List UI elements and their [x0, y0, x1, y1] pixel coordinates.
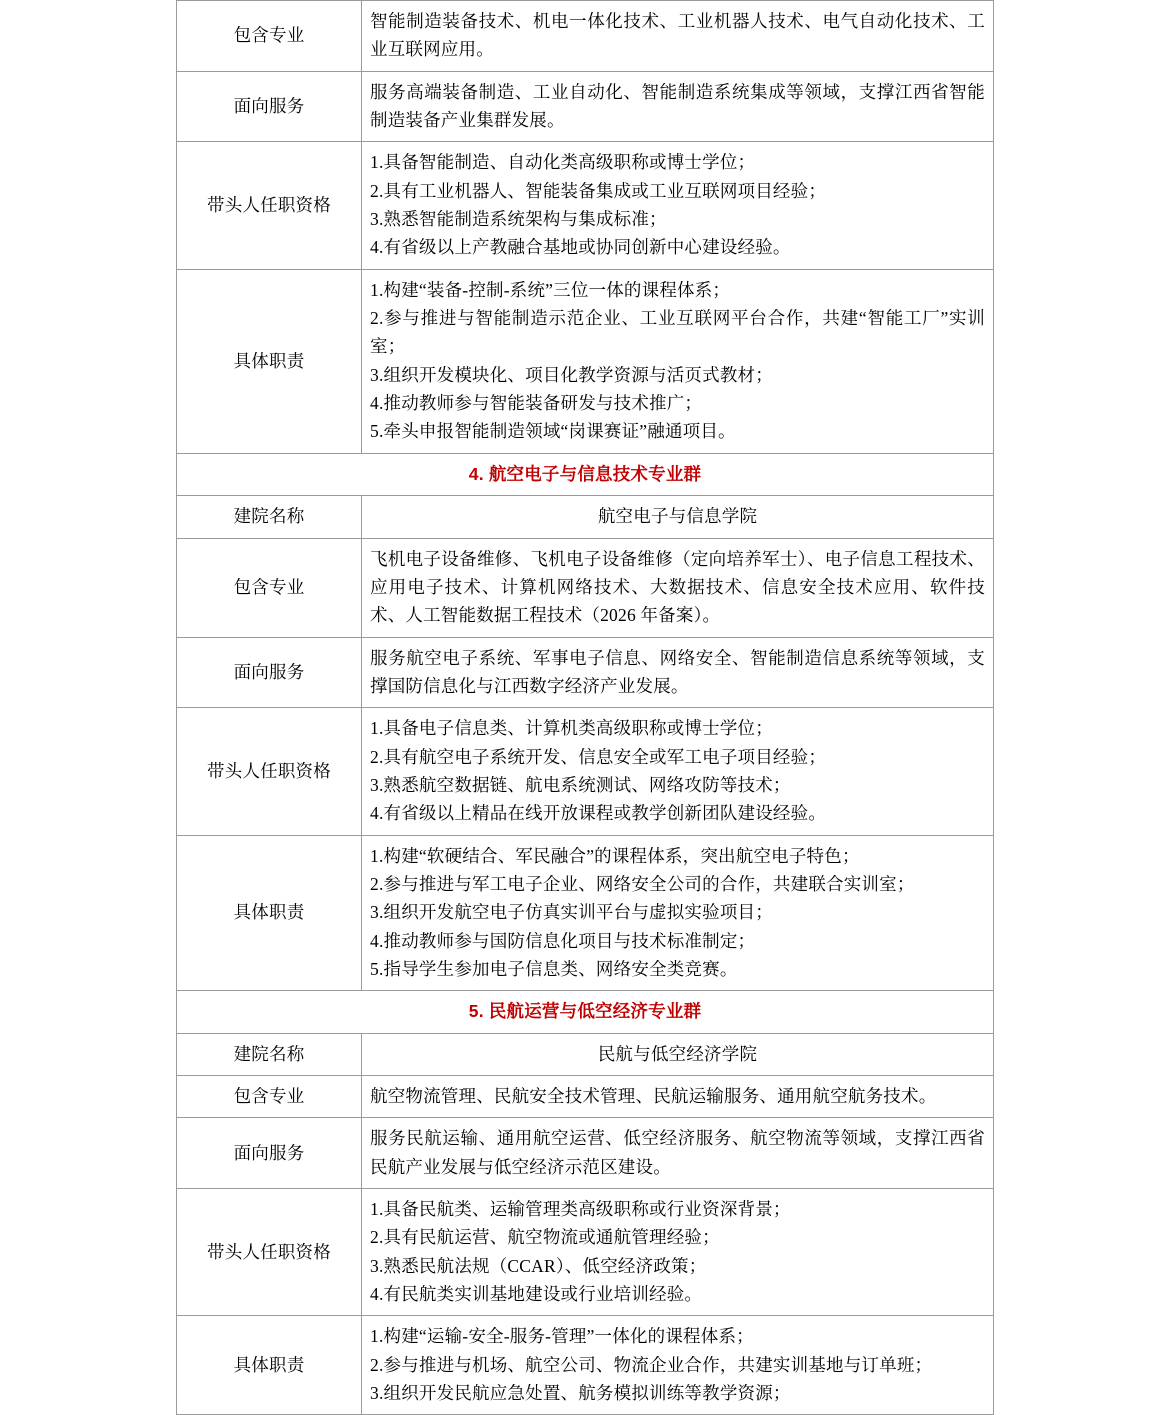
- row-content: 民航与低空经济学院: [362, 1033, 994, 1075]
- table-row: [177, 71, 994, 142]
- section-title: 4. 航空电子与信息技术专业群: [177, 453, 994, 495]
- table-row: [177, 708, 994, 835]
- row-content: 飞机电子设备维修、飞机电子设备维修（定向培养军士）、电子信息工程技术、应用电子技术、计算机网络技术、大数据技术、信息安全技术应用、软件技术、人工智能数据工程技术（2026 年备案）。: [362, 538, 994, 637]
- table-row: [177, 496, 994, 538]
- row-label: 具体职责: [177, 269, 362, 453]
- list-item: 2.具有工业机器人、智能装备集成或工业互联网项目经验；: [370, 180, 827, 201]
- list-item: 2.参与推进与机场、航空公司、物流企业合作，共建实训基地与订单班；: [370, 1354, 933, 1375]
- list-item: 3.组织开发模块化、项目化教学资源与活页式教材；: [370, 364, 773, 385]
- table-body: [177, 1, 994, 1415]
- row-content: [362, 708, 994, 835]
- list-item: 2.参与推进与军工电子企业、网络安全公司的合作，共建联合实训室；: [370, 873, 915, 894]
- list-item: 3.熟悉航空数据链、航电系统测试、网络攻防等技术；: [370, 774, 791, 795]
- row-label: 面向服务: [177, 1118, 362, 1189]
- section-header-row: [177, 453, 994, 495]
- row-content: 航空物流管理、民航安全技术管理、民航运输服务、通用航空航务技术。: [362, 1076, 994, 1118]
- row-label: 带头人任职资格: [177, 142, 362, 269]
- row-label: 包含专业: [177, 1076, 362, 1118]
- row-label: 面向服务: [177, 71, 362, 142]
- row-label: 建院名称: [177, 1033, 362, 1075]
- row-content: [362, 835, 994, 991]
- row-content: 服务民航运输、通用航空运营、低空经济服务、航空物流等领域，支撑江西省民航产业发展与低空经济示范区建设。: [362, 1118, 994, 1189]
- list-item: 4.有省级以上精品在线开放课程或教学创新团队建设经验。: [370, 803, 827, 824]
- row-content: 服务高端装备制造、工业自动化、智能制造系统集成等领域，支撑江西省智能制造装备产业集群发展。: [362, 71, 994, 142]
- row-label: 建院名称: [177, 496, 362, 538]
- list-item: 2.具有航空电子系统开发、信息安全或军工电子项目经验；: [370, 746, 827, 767]
- list-item: 4.有省级以上产教融合基地或协同创新中心建设经验。: [370, 237, 791, 258]
- table-row: [177, 142, 994, 269]
- list-item: 2.具有民航运营、航空物流或通航管理经验；: [370, 1227, 720, 1248]
- section-title: 5. 民航运营与低空经济专业群: [177, 991, 994, 1033]
- list-item: 1.具备智能制造、自动化类高级职称或博士学位；: [370, 152, 756, 173]
- row-label: 带头人任职资格: [177, 708, 362, 835]
- list-item: 4.推动教师参与智能装备研发与技术推广；: [370, 393, 703, 414]
- row-content: [362, 1189, 994, 1316]
- table-row: [177, 1316, 994, 1415]
- row-label: 具体职责: [177, 835, 362, 991]
- table-row: [177, 637, 994, 708]
- list-item: 1.构建“装备-控制-系统”三位一体的课程体系；: [370, 279, 731, 300]
- list-item: 1.具备民航类、运输管理类高级职称或行业资深背景；: [370, 1199, 791, 1220]
- table-row: [177, 1189, 994, 1316]
- table-row: [177, 1118, 994, 1189]
- row-content: [362, 142, 994, 269]
- row-label: 包含专业: [177, 538, 362, 637]
- list-item: 4.有民航类实训基地建设或行业培训经验。: [370, 1284, 703, 1305]
- list-item: 1.具备电子信息类、计算机类高级职称或博士学位；: [370, 718, 773, 739]
- table-row: [177, 1076, 994, 1118]
- table-row: [177, 1, 994, 72]
- table-row: [177, 835, 994, 991]
- list-item: 1.构建“运输-安全-服务-管理”一体化的课程体系；: [370, 1326, 754, 1347]
- row-content: 智能制造装备技术、机电一体化技术、工业机器人技术、电气自动化技术、工业互联网应用。: [362, 1, 994, 72]
- list-item: 4.推动教师参与国防信息化项目与技术标准制定；: [370, 930, 756, 951]
- table-row: [177, 538, 994, 637]
- list-item: 5.指导学生参加电子信息类、网络安全类竞赛。: [370, 958, 738, 979]
- row-content: 服务航空电子系统、军事电子信息、网络安全、智能制造信息系统等领域，支撑国防信息化与江西数字经济产业发展。: [362, 637, 994, 708]
- row-content: [362, 269, 994, 453]
- row-label: 具体职责: [177, 1316, 362, 1415]
- table-row: [177, 1033, 994, 1075]
- list-item: 3.组织开发航空电子仿真实训平台与虚拟实验项目；: [370, 902, 773, 923]
- row-content: [362, 1316, 994, 1415]
- row-label: 面向服务: [177, 637, 362, 708]
- row-content: 航空电子与信息学院: [362, 496, 994, 538]
- list-item: 5.牵头申报智能制造领域“岗课赛证”融通项目。: [370, 421, 736, 442]
- specialty-group-table: [176, 0, 994, 1415]
- row-label: 包含专业: [177, 1, 362, 72]
- section-header-row: [177, 991, 994, 1033]
- row-label: 带头人任职资格: [177, 1189, 362, 1316]
- list-item: 1.构建“软硬结合、军民融合”的课程体系，突出航空电子特色；: [370, 845, 860, 866]
- list-item: 3.组织开发民航应急处置、航务模拟训练等教学资源；: [370, 1383, 791, 1404]
- table-row: [177, 269, 994, 453]
- list-item: 3.熟悉民航法规（CCAR）、低空经济政策；: [370, 1255, 707, 1276]
- list-item: 2.参与推进与智能制造示范企业、工业互联网平台合作，共建“智能工厂”实训室；: [370, 308, 985, 357]
- list-item: 3.熟悉智能制造系统架构与集成标准；: [370, 209, 667, 230]
